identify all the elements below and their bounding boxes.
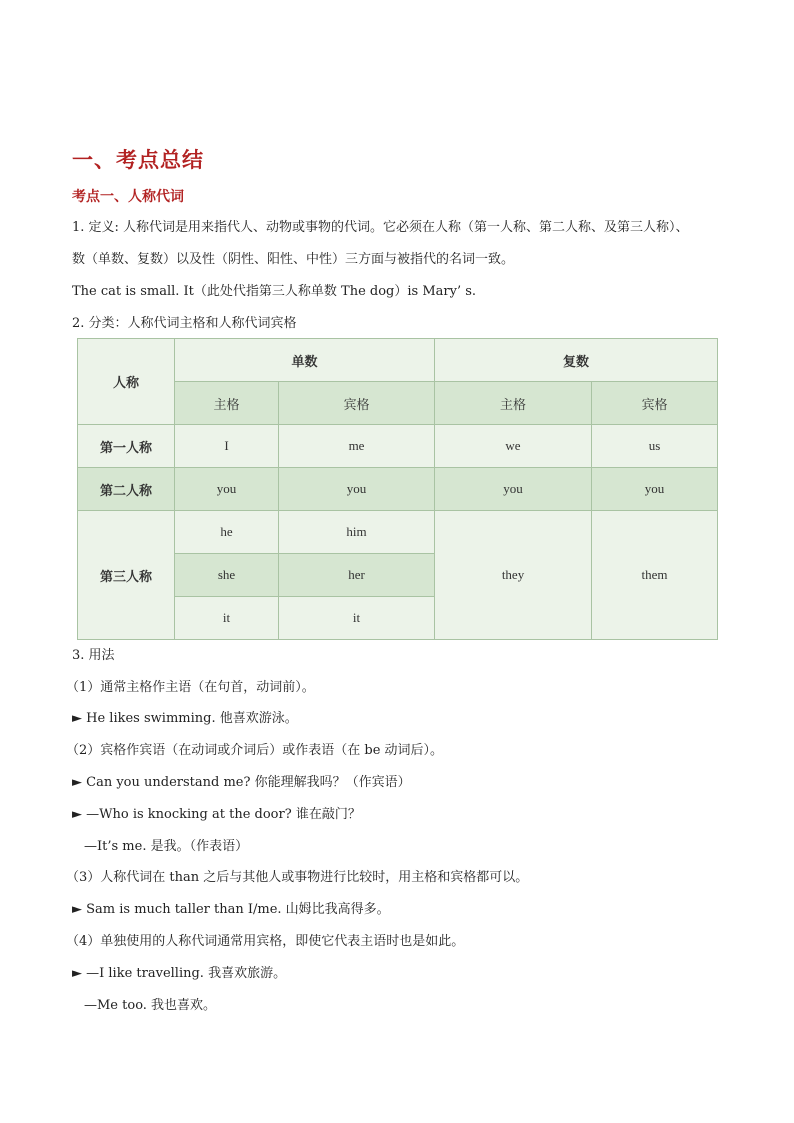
classification-title: 2. 分类：人称代词主格和人称代词宾格 xyxy=(72,316,297,331)
table-row xyxy=(78,468,718,511)
usage-example: ► Sam is much taller than I/me. 山姆比我高得多。 xyxy=(72,902,390,917)
cell-plural-nominative: we xyxy=(435,425,592,468)
row-person: 第一人称 xyxy=(78,425,175,468)
cell-singular-objective: him xyxy=(279,511,435,554)
table-row xyxy=(78,511,718,554)
usage-line: （3）人称代词在 than 之后与其他人或事物进行比较时，用主格和宾格都可以。 xyxy=(66,870,529,885)
subheader-nominative: 主格 xyxy=(435,382,592,425)
table-row xyxy=(78,425,718,468)
usage-example: —It’s me. 是我。（作表语） xyxy=(84,839,249,854)
cell-plural-nominative: you xyxy=(435,468,592,511)
header-singular: 单数 xyxy=(175,339,435,382)
definition-line-1: 1. 定义: 人称代词是用来指代人、动物或事物的代词。它必须在人称（第一人称、第二人称、及第三人称）、 xyxy=(72,220,689,235)
cell-singular-nominative: you xyxy=(175,468,279,511)
row-person: 第三人称 xyxy=(78,511,175,640)
pronoun-table xyxy=(77,338,718,640)
subheader-nominative: 主格 xyxy=(175,382,279,425)
cell-singular-objective: her xyxy=(279,554,435,597)
cell-plural-objective: them xyxy=(592,511,718,640)
topic-title: 考点一、人称代词 xyxy=(72,189,184,205)
subheader-objective: 宾格 xyxy=(279,382,435,425)
cell-singular-nominative: I xyxy=(175,425,279,468)
row-person: 第二人称 xyxy=(78,468,175,511)
cell-singular-nominative: he xyxy=(175,511,279,554)
usage-line: （4）单独使用的人称代词通常用宾格，即使它代表主语时也是如此。 xyxy=(66,934,465,949)
section-title: 一、考点总结 xyxy=(72,148,204,172)
cell-singular-objective: it xyxy=(279,597,435,640)
header-plural: 复数 xyxy=(435,339,718,382)
cell-singular-nominative: she xyxy=(175,554,279,597)
header-person: 人称 xyxy=(78,339,175,425)
cell-singular-nominative: it xyxy=(175,597,279,640)
cell-singular-objective: you xyxy=(279,468,435,511)
usage-title: 3. 用法 xyxy=(72,648,115,663)
cell-plural-nominative: they xyxy=(435,511,592,640)
usage-example: ► —Who is knocking at the door? 谁在敲门？ xyxy=(72,807,361,822)
cell-plural-objective: us xyxy=(592,425,718,468)
subheader-objective: 宾格 xyxy=(592,382,718,425)
cell-singular-objective: me xyxy=(279,425,435,468)
usage-line: （2）宾格作宾语（在动词或介词后）或作表语（在 be 动词后）。 xyxy=(66,743,444,758)
definition-line-2: 数（单数、复数）以及性（阴性、阳性、中性）三方面与被指代的名词一致。 xyxy=(72,252,515,267)
usage-example: ► —I like travelling. 我喜欢旅游。 xyxy=(72,966,287,981)
usage-line: （1）通常主格作主语（在句首，动词前）。 xyxy=(66,680,315,695)
usage-example: ► He likes swimming. 他喜欢游泳。 xyxy=(72,711,298,726)
definition-example: The cat is small. It（此处代指第三人称单数 The dog）is Mary’ s. xyxy=(72,284,477,299)
usage-example: ► Can you understand me? 你能理解我吗？（作宾语） xyxy=(72,775,411,790)
cell-plural-objective: you xyxy=(592,468,718,511)
usage-example: —Me too. 我也喜欢。 xyxy=(84,998,217,1013)
